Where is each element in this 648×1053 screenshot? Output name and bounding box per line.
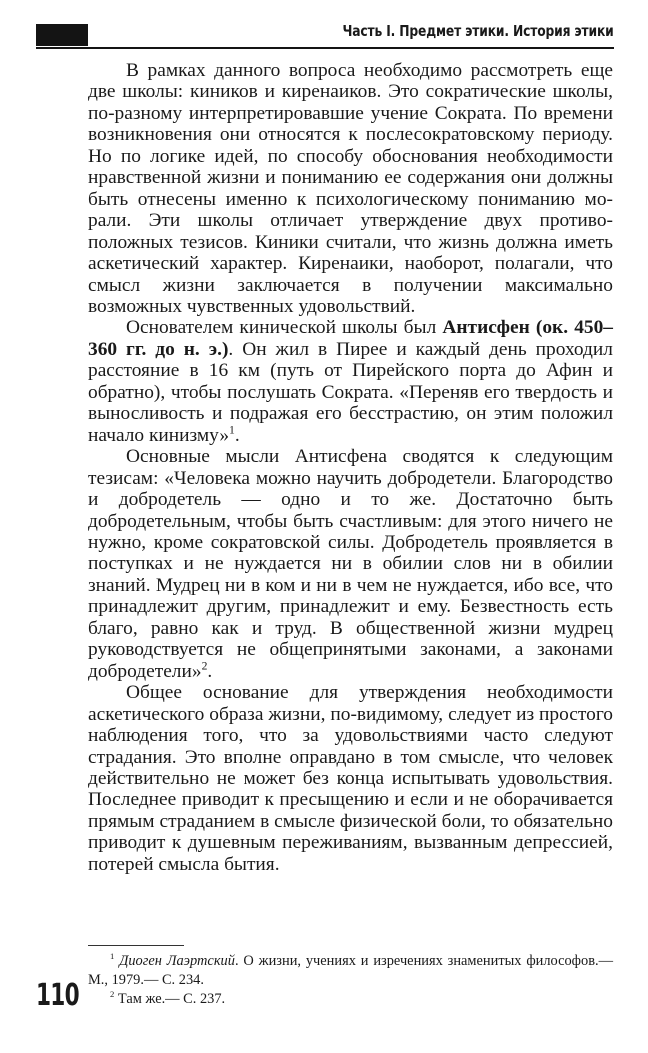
footnote-author: Диоген Лаэртский — [119, 953, 235, 969]
paragraph-ascetic: Общее основание для утверждения необходимости аскетического образа жизни, по-видимому, следует из простого наблюдения того, что за удовольствиями часто следуют страдания. Это вполне оправдано в том смысле, что человек действительно не может без конца испытывать удовольствия. Последнее приводит к пресыщению и если и не оборачивается прямым страданием в смысле физической боли, то обязательно приводит к душевным переживаниям, вызванным депрессией, потерей смысла бытия. — [88, 682, 613, 875]
paragraph-text: Основателем кинической школы был — [126, 317, 443, 339]
footnotes — [88, 952, 613, 1009]
footnote-1 — [88, 952, 613, 990]
paragraph-text: . Он жил в Пирее и каждый день проходил расстояние в 16 км (путь от Пирейского порта до Афин и обратно), чтобы послушать Сократа. «Переняв его твердость и выносливость и подражая его бесстрастию, он этим положил начало кинизму» — [88, 338, 613, 446]
footnote-ref-2[interactable]: 2 — [201, 659, 208, 673]
footnote-text: . О жизни, учениях и изречениях знаменитых философов.— М., 1979.— С. 234. — [88, 953, 613, 988]
page-number: 110 — [36, 978, 79, 1013]
running-header — [36, 20, 614, 48]
header-rule — [36, 47, 614, 49]
footnote-text: Там же.— С. 237. — [117, 991, 226, 1007]
footnote-mark: 1 — [110, 951, 115, 962]
antisthenes-name-dates: Антисфен (ок. 450–360 гг. до н. э.) — [88, 317, 613, 360]
running-header-title: Часть I. Предмет этики. История этики — [342, 22, 614, 40]
paragraph-schools: В рамках данного вопроса необходимо рассмотреть еще две школы: киников и киренаиков. Это сократические школы, по-разному интерпретировавшие учение Сократа. По времени возникновения они относятся к послесократовскому периоду. Но по логике идей, по способу обоснования необходимости нравственной жизни и пониманию ее содержания они должны быть отнесены именно к психологическому пониманию морали. Эти школы отличает утверждение двух противоположных тезисов. Киники считали, что жизнь должна иметь аскетический характер. Киренаики, наоборот, полагали, что смысл жизни заключается в получении максимально возможных чувственных удовольствий. — [88, 60, 613, 317]
main-text — [88, 60, 613, 875]
paragraph-text: Основные мысли Антисфена сводятся к следующим тезисам: «Человека можно научить добродетели. Благородство и добродетель — одно и то же. Достаточно быть добродетельным, чтобы быть счастливым: для этого ничего не нужно, кроме сократовской силы. Добродетель проявляется в поступках и не нуждается ни в обилии слов ни в обилии знаний. Мудрец ни в ком и ни в чем не нуждается, ибо все, что принадлежит другим, принадлежит и ему. Безвестность есть благо, равно как и труд. В общественной жизни мудрец руководствуется не общепринятыми законами, а законами добродетели» — [88, 446, 613, 682]
footnote-mark: 2 — [110, 989, 115, 1000]
footnote-ref-1[interactable]: 1 — [229, 423, 235, 437]
paragraph-antisthenes: Основателем кинической школы был Антисфен (ок. 450–360 гг. до н. э.). Он жил в Пирее и каждый день проходил расстояние в 16 км (путь от Пирейского порта до Афин и обратно), чтобы послушать Сократа. «Переняв его твердость и выносливость и подражая его бесстрастию, он этим положил начало кинизму»$^1$. — [88, 317, 613, 446]
footnote-divider — [88, 945, 184, 946]
footnote-2 — [88, 990, 613, 1009]
header-block-mark — [36, 24, 88, 46]
paragraph-theses: Основные мысли Антисфена сводятся к следующим тезисам: «Человека можно научить добродетели. Благородство и добродетель — одно и то же. Достаточно быть добродетельным, чтобы быть счастливым: для этого ничего не нужно, кроме сократовской силы. Добродетель проявляется в поступках и не нуждается ни в обилии слов ни в обилии знаний. Мудрец ни в ком и ни в чем не нуждается, ибо все, что принадлежит другим, принадлежит и ему. Безвестность есть благо, равно как и труд. В общественной жизни мудрец руководствуется не общепринятыми законами, а законами добродетели»$^2$. — [88, 446, 613, 682]
